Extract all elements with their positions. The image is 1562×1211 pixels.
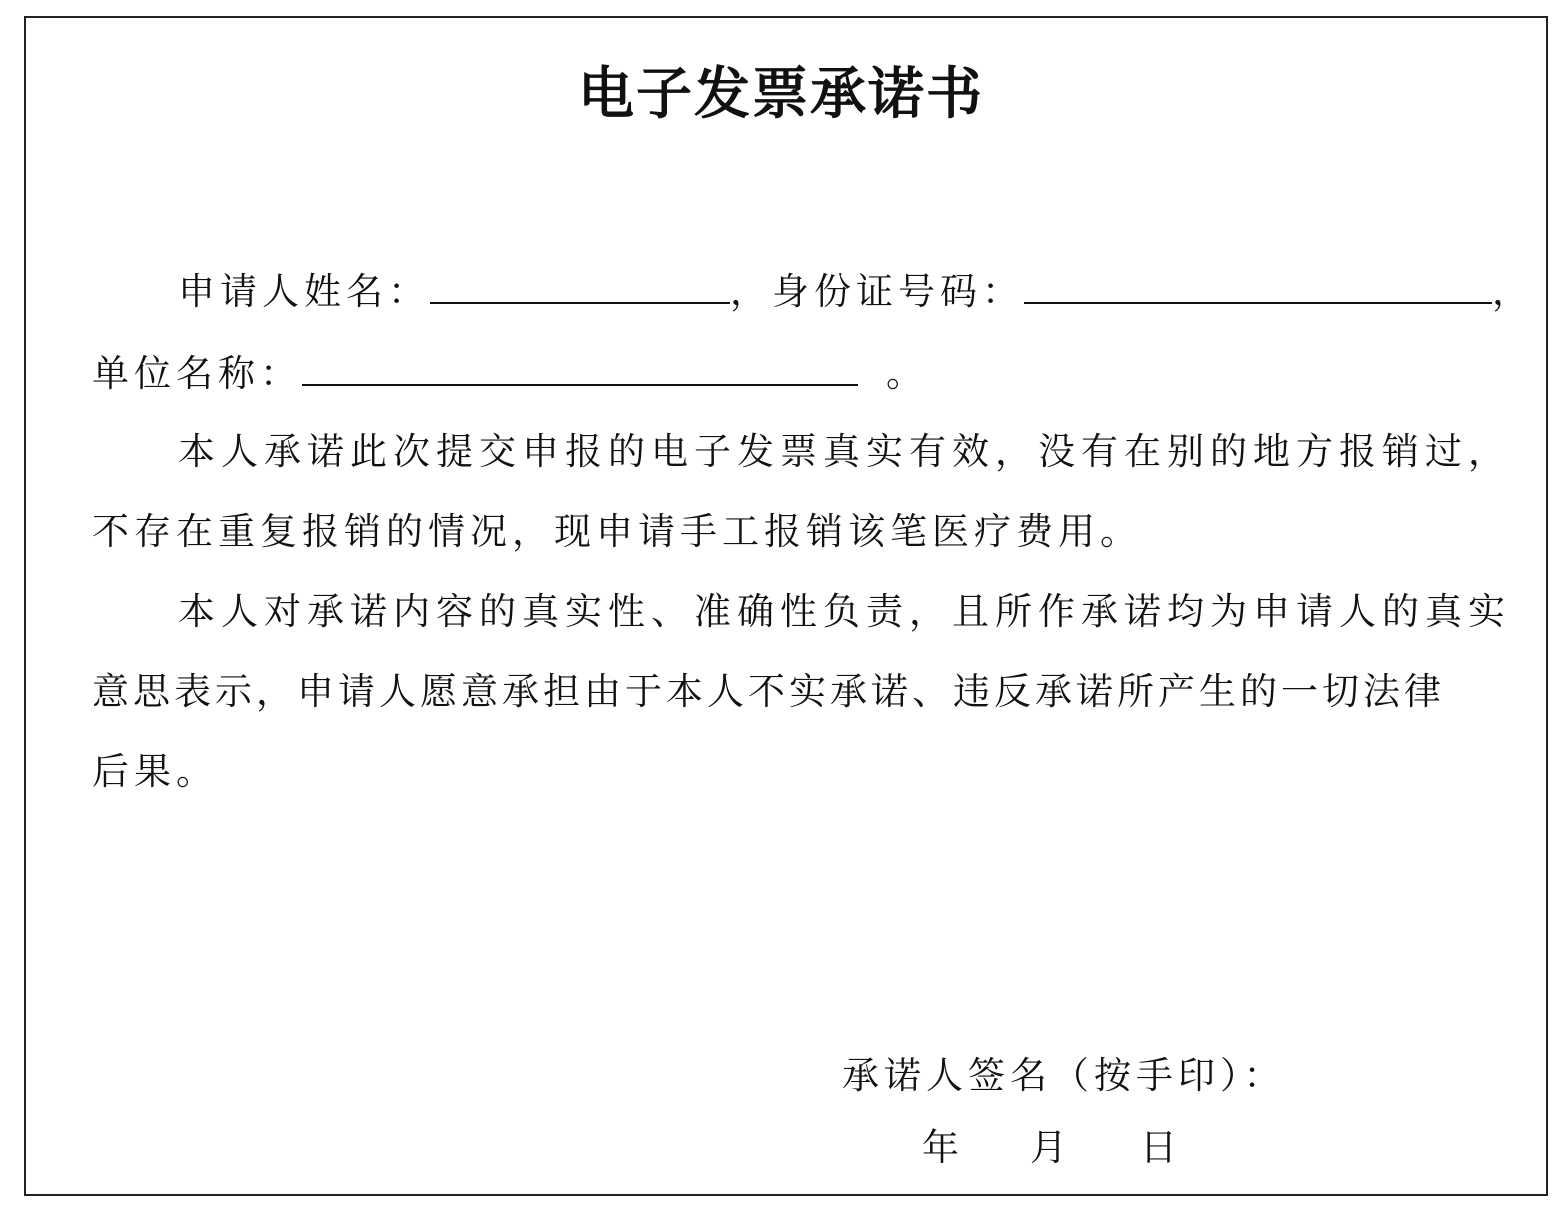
unit-label: 单位名称： xyxy=(92,352,302,395)
paragraph-1-line-2: 不存在重复报销的情况，现申请手工报销该笔医疗费用。 xyxy=(92,510,1142,553)
paragraph-2-line-1: 本人对承诺内容的真实性、准确性负责，且所作承诺均为申请人的真实 xyxy=(178,590,1511,633)
signature-label: 承诺人签名（按手印）： xyxy=(842,1054,1286,1097)
comma: ， xyxy=(1492,270,1534,313)
unit-info-line xyxy=(92,348,928,398)
document-title: 电子发票承诺书 xyxy=(578,61,984,127)
period: 。 xyxy=(886,352,928,395)
name-label: 申请人姓名： xyxy=(178,270,430,313)
applicant-info-line xyxy=(178,266,1534,316)
paragraph-2-line-2: 意思表示，申请人愿意承担由于本人不实承诺、违反承诺所产生的一切法律 xyxy=(92,670,1445,713)
date-day: 日 xyxy=(1140,1126,1182,1169)
name-field[interactable] xyxy=(430,266,730,304)
paragraph-2-line-3: 后果。 xyxy=(92,750,218,793)
id-label: 身份证号码： xyxy=(772,270,1024,313)
date-year: 年 xyxy=(922,1126,964,1169)
comma: ， xyxy=(730,270,772,313)
id-number-field[interactable] xyxy=(1024,266,1492,304)
date-month: 月 xyxy=(1030,1126,1072,1169)
unit-name-field[interactable] xyxy=(302,348,858,386)
paragraph-1-line-1: 本人承诺此次提交申报的电子发票真实有效，没有在别的地方报销过， xyxy=(178,430,1511,473)
